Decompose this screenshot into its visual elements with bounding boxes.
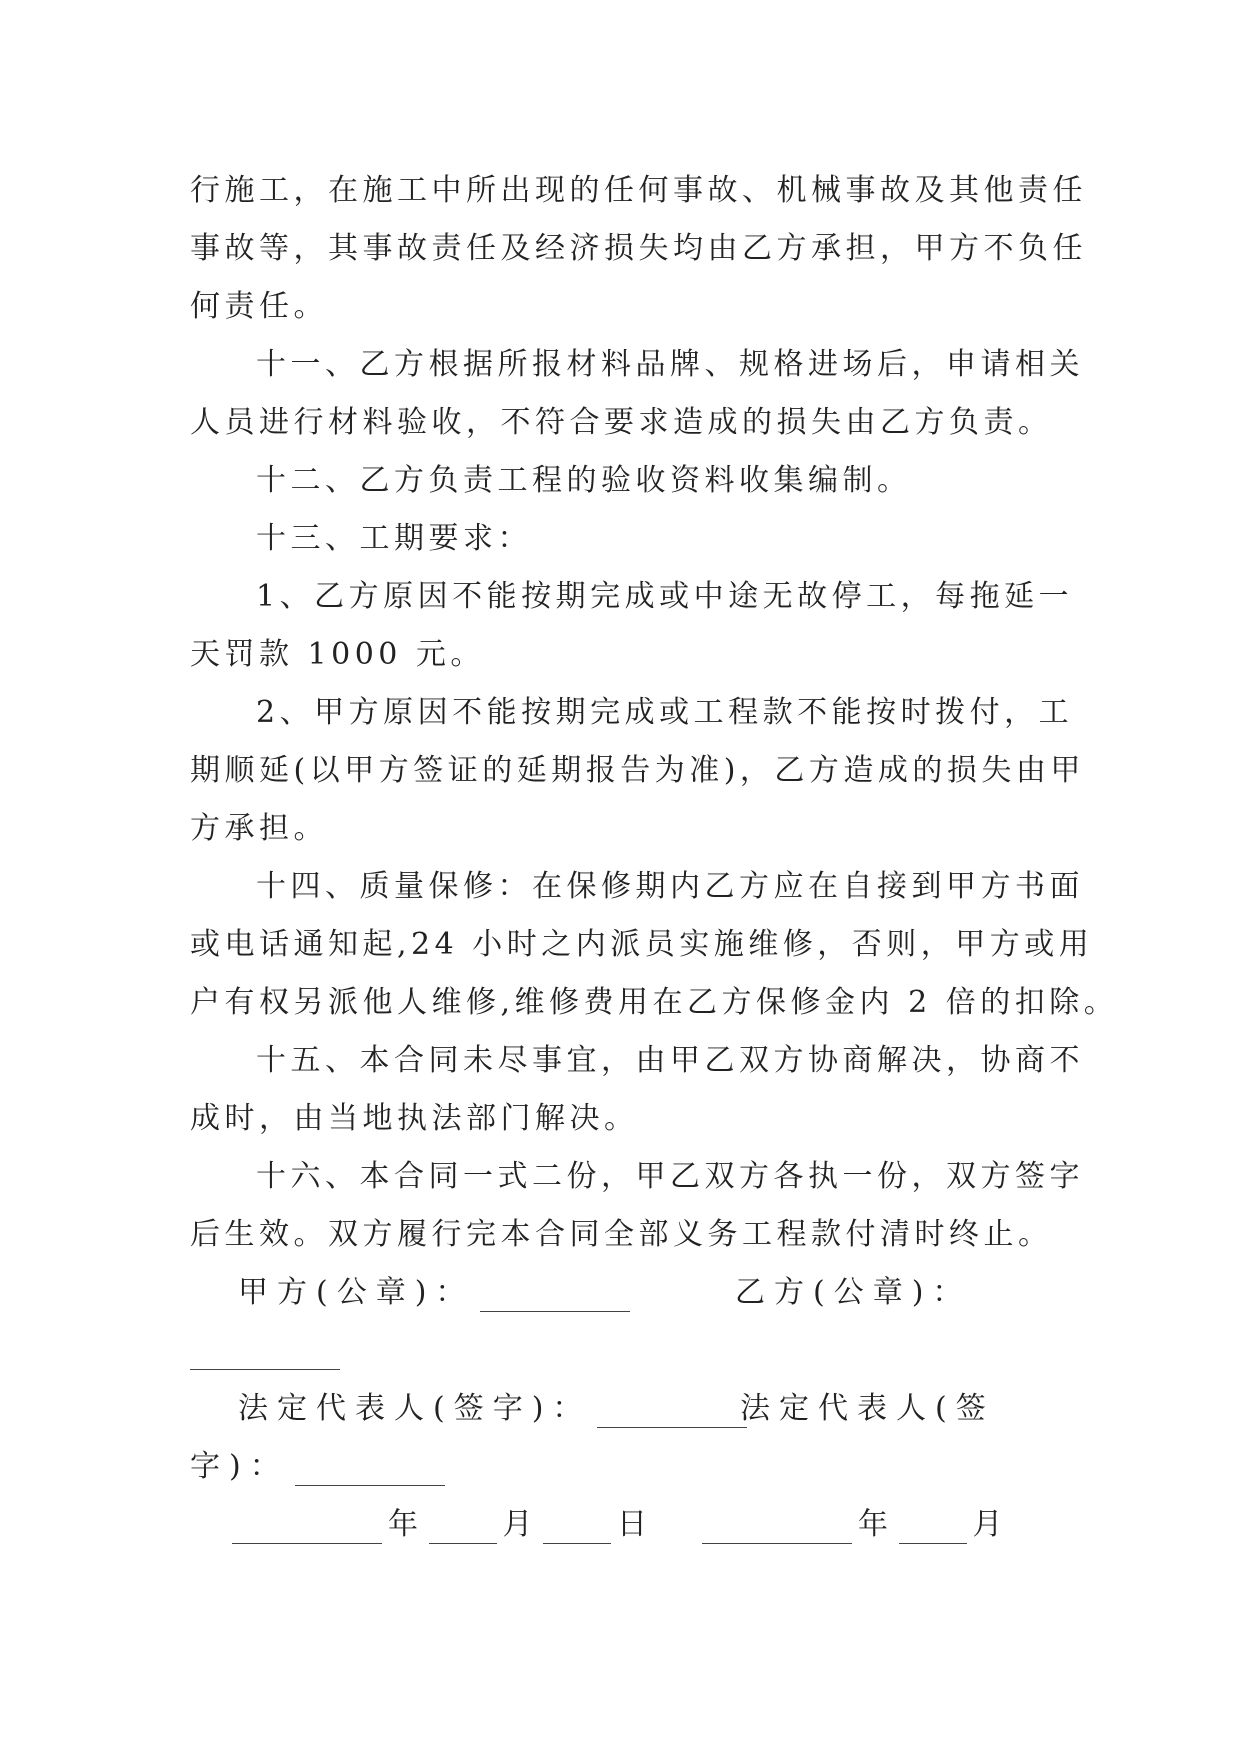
- date-row: [190, 1496, 1050, 1554]
- party-a-year-label: 年: [388, 1507, 423, 1542]
- party-a-date: [232, 1496, 652, 1554]
- paragraph-line: 后生效。双方履行完本合同全部义务工程款付清时终止。: [190, 1217, 1053, 1252]
- party-a-rep-label: 法定代表人(签字)：: [238, 1391, 592, 1426]
- party-a-day-blank[interactable]: [543, 1509, 611, 1544]
- paragraph-line: 十六、本合同一式二份，甲乙双方各执一份，双方签字: [256, 1159, 1084, 1194]
- party-a-seal: [238, 1264, 636, 1322]
- party-b-rep-label-part1: 法定代表人(签: [740, 1391, 995, 1426]
- party-b-rep-label-part2: 字)：: [190, 1449, 289, 1484]
- party-b-year-label: 年: [858, 1507, 893, 1542]
- party-a-month-blank[interactable]: [429, 1509, 497, 1544]
- paragraph-line: 成时，由当地执法部门解决。: [190, 1101, 639, 1136]
- paragraph-line: 十二、乙方负责工程的验收资料收集编制。: [256, 463, 912, 498]
- paragraph-line: 或电话通知起,24 小时之内派员实施维修，否则，甲方或用: [190, 927, 1094, 962]
- party-b-seal-label: 乙方(公章)：: [735, 1275, 972, 1310]
- rep-row: [190, 1380, 1050, 1438]
- paragraph-line: 方承担。: [190, 811, 328, 846]
- party-a-seal-label: 甲方(公章)：: [238, 1275, 475, 1310]
- paragraph-line: 十五、本合同未尽事宜，由甲乙双方协商解决，协商不: [256, 1043, 1084, 1078]
- paragraph-line: 行施工，在施工中所出现的任何事故、机械事故及其他责任: [190, 173, 1087, 208]
- party-b-rep-row: [190, 1438, 1050, 1496]
- paragraph-line: 何责任。: [190, 289, 328, 324]
- paragraph-line: 事故等，其事故责任及经济损失均由乙方承担，甲方不负任: [190, 231, 1087, 266]
- party-a-seal-blank[interactable]: [480, 1277, 630, 1312]
- paragraph-line: 十四、质量保修：在保修期内乙方应在自接到甲方书面: [256, 869, 1084, 904]
- party-b-date: [702, 1496, 1007, 1554]
- paragraph-line: 天罚款 1000 元。: [190, 637, 485, 672]
- paragraph-line: 1、乙方原因不能按期完成或中途无故停工，每拖延一: [256, 579, 1074, 614]
- contract-page: [190, 162, 1119, 1554]
- party-a-day-label: 日: [617, 1507, 652, 1542]
- paragraph-line: 户有权另派他人维修,维修费用在乙方保修金内 2 倍的扣除。: [190, 985, 1119, 1020]
- party-a-rep-blank[interactable]: [597, 1393, 747, 1428]
- paragraph-line: 十一、乙方根据所报材料品牌、规格进场后，申请相关: [256, 347, 1084, 382]
- party-a-month-label: 月: [502, 1507, 537, 1542]
- party-b-month-label: 月: [972, 1507, 1007, 1542]
- party-b-rep-blank[interactable]: [295, 1451, 445, 1486]
- contract-body: [190, 162, 1119, 1264]
- party-a-rep: [238, 1380, 753, 1438]
- party-b-year-blank[interactable]: [702, 1509, 852, 1544]
- party-b-seal-row: [190, 1322, 1050, 1380]
- paragraph-line: 十三、工期要求：: [256, 521, 532, 556]
- party-a-year-blank[interactable]: [232, 1509, 382, 1544]
- party-b-seal-blank[interactable]: [190, 1335, 340, 1370]
- paragraph-line: 2、甲方原因不能按期完成或工程款不能按时拨付，工: [256, 695, 1074, 730]
- seal-row: [190, 1264, 1050, 1322]
- paragraph-line: 人员进行材料验收，不符合要求造成的损失由乙方负责。: [190, 405, 1053, 440]
- paragraph-line: 期顺延(以甲方签证的延期报告为准)，乙方造成的损失由甲: [190, 753, 1085, 788]
- party-b-month-blank[interactable]: [899, 1509, 967, 1544]
